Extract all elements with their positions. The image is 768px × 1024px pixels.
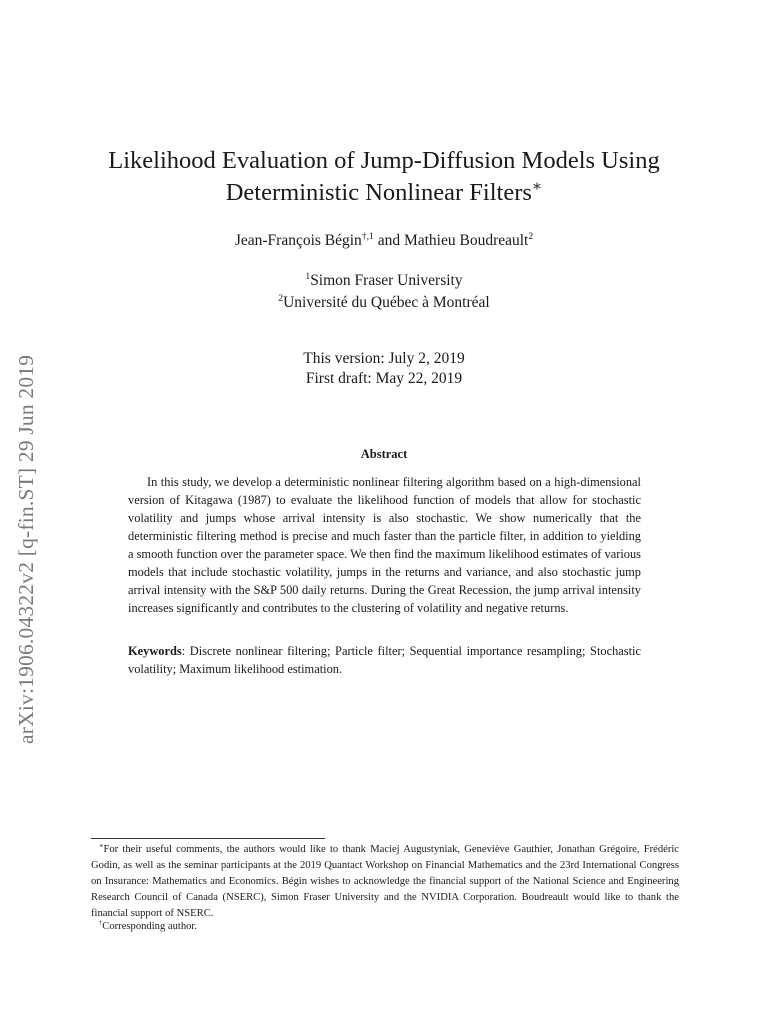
footnote-1-text: For their useful comments, the authors would like to thank Maciej Augustyniak, Geneviève Gauthier, Jonathan Grégoire, Frédéric Godin, as well as the seminar participants at the 2019 Quantact Workshop on Financial Mathematics and the 23rd International Congress on Insurance: Mathematics and Economics. Bégin wishes to acknowledge the financial support of the National Science and Engineering Research Council of Canada (NSERC), Simon Fraser University and the NVIDIA Corporation. Boudreault would like to thank the financial support of NSERC. [91, 844, 679, 919]
abstract-body: In this study, we develop a deterministic nonlinear filtering algorithm based on a high-dimensional version of Kitagawa (1987) to evaluate the likelihood function of models that allow for stochastic volatility and jumps whose arrival intensity is also stochastic. We show numerically that the deterministic filtering method is precise and much faster than the particle filter, in addition to yielding a smooth function over the parameter space. We then find the maximum likelihood estimates of various models that include stochastic volatility, jumps in the returns and variance, and also stochastic jump arrival intensity with the S&P 500 daily returns. During the Great Recession, the jump arrival intensity increases significantly and contributes to the clustering of volatility and negative returns. [128, 475, 641, 615]
author-2: Mathieu Boudreault [403, 232, 529, 249]
affiliation-2-name: Université du Québec à Montréal [283, 294, 490, 311]
footnote-rule [91, 838, 325, 839]
author-conjunction: and [373, 232, 404, 249]
version-dates [0, 349, 768, 389]
affiliation-1-mark: 1 [305, 270, 311, 282]
author-2-mark: 2 [528, 230, 534, 242]
affiliations [0, 270, 768, 314]
author-list [0, 232, 768, 250]
affiliation-1-name: Simon Fraser University [310, 272, 463, 289]
title-line-2 [0, 177, 768, 209]
keywords [128, 642, 641, 678]
affiliation-2-mark: 2 [278, 292, 284, 304]
first-draft-date: First draft: May 22, 2019 [305, 370, 463, 387]
arxiv-identifier: arXiv:1906.04322v2 [q-fin.ST] 29 Jun 2019 [14, 354, 38, 744]
footnote-2-text: Corresponding author. [102, 921, 198, 932]
keywords-label: Keywords [128, 644, 182, 658]
affiliation-2 [0, 292, 768, 314]
abstract-heading: Abstract [360, 447, 408, 461]
author-1: Jean-François Bégin [234, 232, 362, 249]
title-footnote-mark: ∗ [531, 177, 543, 195]
title-line-1: Likelihood Evaluation of Jump-Diffusion Models Using [108, 147, 660, 174]
footnote-2-mark: † [99, 919, 103, 927]
footnote-corresponding [91, 919, 197, 935]
paper-title [0, 145, 768, 209]
author-1-marks: †,1 [361, 230, 374, 242]
this-version-date: This version: July 2, 2019 [303, 350, 465, 367]
footnote-1-mark: ∗ [99, 842, 104, 850]
affiliation-1 [0, 270, 768, 292]
keywords-text: : Discrete nonlinear filtering; Particle filter; Sequential importance resampling; Stochastic volatility; Maximum likelihood estimation. [128, 644, 641, 676]
title-line-2-text: Deterministic Nonlinear Filters [225, 179, 532, 206]
footnote-acknowledgements [91, 842, 679, 922]
